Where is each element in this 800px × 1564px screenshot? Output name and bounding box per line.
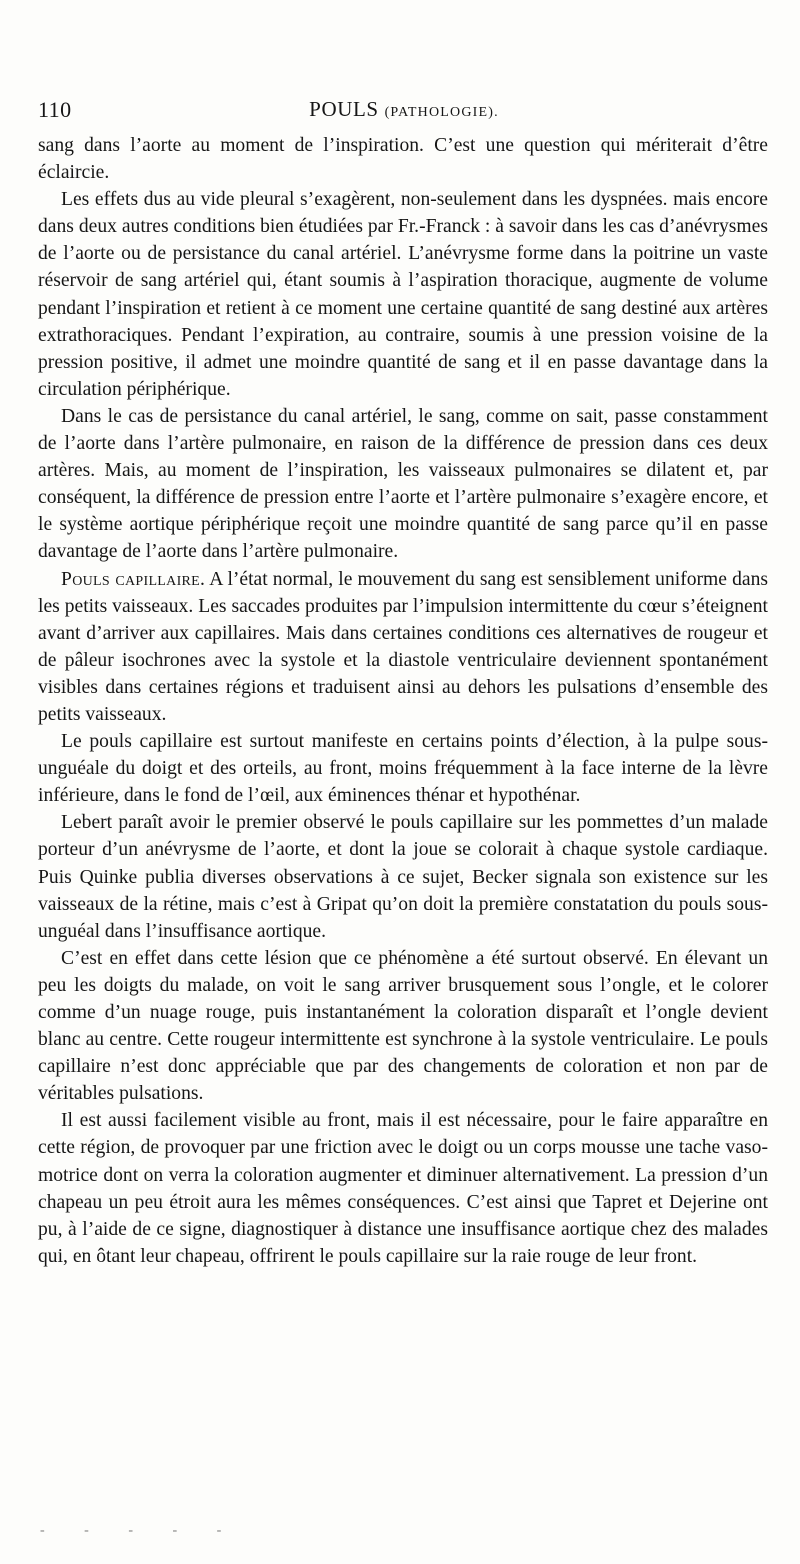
paragraph [38,1107,768,1270]
running-head-title: POULS [309,97,379,121]
body-text [38,132,768,1270]
paragraph-text: C’est en effet dans cette lésion que ce phénomène a été surtout observé. En élevant un peu les doigts du malade, on voit le sang arriver brusquement sous l’ongle, et le colorer comme d’un nuage rouge, puis instantanément la coloration disparaît et l’ongle devient blanc au centre. Cette rougeur intermittente est synchrone à la systole ventriculaire. Le pouls capillaire n’est donc appréciable que par des changements de coloration et non par de véritables pulsations. [38,947,768,1105]
paragraph [38,809,768,944]
paragraph-text: A l’état normal, le mouvement du sang est sensiblement uniforme dans les petits vaisseaux. Les saccades produites par l’impulsion intermittente du cœur s’éteignent avant d’arriver aux capillaires. Mais dans certaines conditions ces alternatives de rougeur et de pâleur isochrones avec la systole et la diastole ventriculaire deviennent spontanément visibles dans certaines régions et traduisent ainsi au dehors les pulsations d’ensemble des petits vaisseaux. [38,568,768,725]
paragraph [38,566,768,729]
paragraph [38,132,768,186]
paragraph [38,403,768,566]
paragraph-text: Dans le cas de persistance du canal artériel, le sang, comme on sait, passe constamment de l’aorte dans l’artère pulmonaire, en raison de la différence de pression dans ces deux artères. Mais, au moment de l’inspiration, les vaisseaux pulmonaires se dilatent et, par conséquent, la différence de pression entre l’aorte et l’artère pulmonaire s’exagère encore, et le système aortique périphérique reçoit une moindre quantité de sang parce qu’il en passe davantage de l’aorte dans l’artère pulmonaire. [38,405,768,563]
paragraph-text: Le pouls capillaire est surtout manifeste en certains points d’élection, à la pulpe sous-unguéale du doigt et des orteils, au front, moins fréquemment à la face interne de la lèvre inférieure, dans le fond de l’œil, aux éminences thénar et hypothénar. [38,731,768,807]
paragraph-text: Lebert paraît avoir le premier observé le pouls capillaire sur les pommettes d’un malade porteur d’un anévrysme de l’aorte, et dont la joue se colorait à chaque systole cardiaque. Puis Quinke publia diverses observations à ce sujet, Becker signala son existence sur les vaisseaux de la rétine, mais c’est à Gripat qu’on doit la première constatation du pouls sous-unguéal dans l’insuffisance aortique. [38,812,768,942]
running-head [38,97,770,122]
footer-marks: - - - - - [40,1523,240,1538]
paragraph-text: sang dans l’aorte au moment de l’inspiration. C’est une question qui mériterait d’être éclaircie. [38,135,768,184]
paragraph [38,945,768,1108]
page-header [38,97,770,127]
paragraph-text: Il est aussi facilement visible au front, mais il est nécessaire, pour le faire apparaître en cette région, de provoquer par une friction avec le doigt ou un corps mousse une tache vaso-motrice dont on verra la coloration augmenter et diminuer alternativement. La pression d’un chapeau un peu étroit aura les mêmes conséquences. C’est ainsi que Tapret et Dejerine ont pu, à l’aide de ce signe, diagnostiquer à distance une insuffisance aortique chez des malades qui, en ôtant leur chapeau, offrirent le pouls capillaire sur la raie rouge de leur front. [38,1110,768,1267]
page-number: 110 [38,97,72,122]
paragraph [38,186,768,403]
running-head-subtitle: (PATHOLOGIE). [384,105,499,120]
paragraph-text: Les effets dus au vide pleural s’exagèrent, non-seulement dans les dyspnées. mais encore dans deux autres conditions bien étudiées par Fr.-Franck : à savoir dans les cas d’anévrysmes de l’aorte ou de persistance du canal artériel. L’anévrysme forme dans la poitrine un vaste réservoir de sang artériel qui, étant soumis à l’aspiration thoracique, augmente de volume pendant l’inspiration et retient à ce moment une certaine quantité de sang destiné aux artères extrathoraciques. Pendant l’expiration, au contraire, soumis à une pression voisine de la pression positive, il admet une moindre quantité de sang et il en passe davantage dans la circulation périphérique. [38,189,768,400]
section-lead: Pouls capillaire. [61,568,206,590]
paragraph [38,728,768,809]
